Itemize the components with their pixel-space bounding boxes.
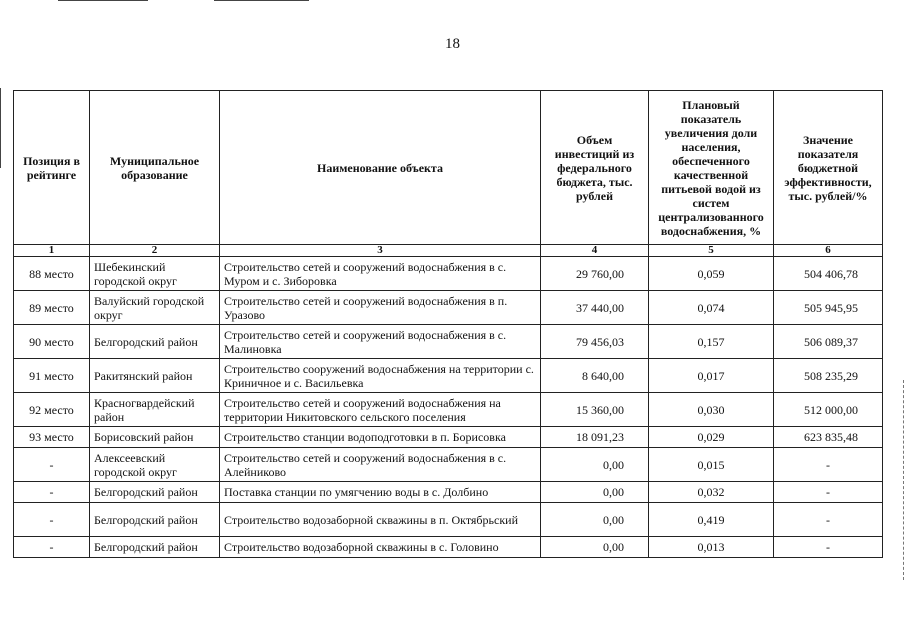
rating-table bbox=[13, 90, 883, 558]
cell-object: Строительство сетей и сооружений водоснабжения в с. Муром и с. Зиборовка bbox=[220, 257, 541, 291]
cell-position: 89 место bbox=[14, 291, 90, 325]
cell-efficiency: - bbox=[774, 482, 883, 503]
table-row bbox=[14, 359, 883, 393]
column-number: 3 bbox=[220, 245, 541, 257]
cell-investment: 15 360,00 bbox=[541, 393, 649, 427]
scan-edge-line bbox=[58, 0, 148, 1]
cell-municipality: Белгородский район bbox=[90, 482, 220, 503]
scan-edge-line bbox=[903, 380, 904, 580]
cell-indicator: 0,059 bbox=[649, 257, 774, 291]
cell-position: 91 место bbox=[14, 359, 90, 393]
cell-efficiency: - bbox=[774, 448, 883, 482]
cell-position: - bbox=[14, 503, 90, 537]
cell-efficiency: - bbox=[774, 503, 883, 537]
cell-municipality: Шебекинский городской округ bbox=[90, 257, 220, 291]
cell-investment: 8 640,00 bbox=[541, 359, 649, 393]
cell-position: - bbox=[14, 448, 90, 482]
cell-efficiency: 506 089,37 bbox=[774, 325, 883, 359]
cell-investment: 0,00 bbox=[541, 503, 649, 537]
column-header-investment: Объем инвестиций из федерального бюджета, тыс. рублей bbox=[541, 91, 649, 245]
cell-municipality: Валуйский городской округ bbox=[90, 291, 220, 325]
table-row bbox=[14, 503, 883, 537]
cell-investment: 0,00 bbox=[541, 448, 649, 482]
cell-indicator: 0,017 bbox=[649, 359, 774, 393]
column-header-object: Наименование объекта bbox=[220, 91, 541, 245]
cell-position: - bbox=[14, 482, 90, 503]
cell-municipality: Белгородский район bbox=[90, 503, 220, 537]
cell-object: Строительство водозаборной скважины в с. Головино bbox=[220, 537, 541, 558]
cell-investment: 0,00 bbox=[541, 537, 649, 558]
cell-object: Строительство сетей и сооружений водоснабжения на территории Никитовского сельского поселения bbox=[220, 393, 541, 427]
cell-object: Строительство станции водоподготовки в п. Борисовка bbox=[220, 427, 541, 448]
table-header-row bbox=[14, 91, 883, 245]
cell-indicator: 0,419 bbox=[649, 503, 774, 537]
cell-indicator: 0,157 bbox=[649, 325, 774, 359]
page-number: 18 bbox=[445, 36, 460, 52]
column-header-indicator: Плановый показатель увеличения доли населения, обеспеченного качественной питьевой водой из систем централизованного водоснабжения, % bbox=[649, 91, 774, 245]
cell-object: Поставка станции по умягчению воды в с. Долбино bbox=[220, 482, 541, 503]
column-number: 2 bbox=[90, 245, 220, 257]
column-number-row bbox=[14, 245, 883, 257]
cell-object: Строительство сетей и сооружений водоснабжения в с. Малиновка bbox=[220, 325, 541, 359]
cell-indicator: 0,074 bbox=[649, 291, 774, 325]
cell-position: 92 место bbox=[14, 393, 90, 427]
cell-object: Строительство водозаборной скважины в п. Октябрьский bbox=[220, 503, 541, 537]
cell-efficiency: 512 000,00 bbox=[774, 393, 883, 427]
cell-indicator: 0,029 bbox=[649, 427, 774, 448]
cell-indicator: 0,032 bbox=[649, 482, 774, 503]
cell-investment: 79 456,03 bbox=[541, 325, 649, 359]
cell-municipality: Алексеевский городской округ bbox=[90, 448, 220, 482]
table-row bbox=[14, 393, 883, 427]
scan-edge-line bbox=[214, 0, 309, 1]
column-number: 1 bbox=[14, 245, 90, 257]
cell-municipality: Белгородский район bbox=[90, 537, 220, 558]
cell-object: Строительство сооружений водоснабжения на территории с. Криничное и с. Васильевка bbox=[220, 359, 541, 393]
cell-indicator: 0,030 bbox=[649, 393, 774, 427]
column-header-efficiency: Значение показателя бюджетной эффективности, тыс. рублей/% bbox=[774, 91, 883, 245]
column-header-position: Позиция в рейтинге bbox=[14, 91, 90, 245]
cell-investment: 37 440,00 bbox=[541, 291, 649, 325]
cell-position: - bbox=[14, 537, 90, 558]
column-header-municipality: Муниципальное образование bbox=[90, 91, 220, 245]
table-row bbox=[14, 537, 883, 558]
column-number: 5 bbox=[649, 245, 774, 257]
cell-efficiency: 623 835,48 bbox=[774, 427, 883, 448]
cell-efficiency: 504 406,78 bbox=[774, 257, 883, 291]
table-row bbox=[14, 448, 883, 482]
cell-investment: 0,00 bbox=[541, 482, 649, 503]
cell-investment: 29 760,00 bbox=[541, 257, 649, 291]
cell-efficiency: 508 235,29 bbox=[774, 359, 883, 393]
cell-municipality: Борисовский район bbox=[90, 427, 220, 448]
cell-investment: 18 091,23 bbox=[541, 427, 649, 448]
cell-indicator: 0,013 bbox=[649, 537, 774, 558]
cell-position: 88 место bbox=[14, 257, 90, 291]
cell-municipality: Красногвардейский район bbox=[90, 393, 220, 427]
cell-municipality: Ракитянский район bbox=[90, 359, 220, 393]
cell-efficiency: 505 945,95 bbox=[774, 291, 883, 325]
cell-position: 90 место bbox=[14, 325, 90, 359]
column-number: 6 bbox=[774, 245, 883, 257]
cell-object: Строительство сетей и сооружений водоснабжения в п. Уразово bbox=[220, 291, 541, 325]
table-row bbox=[14, 291, 883, 325]
cell-object: Строительство сетей и сооружений водоснабжения в с. Алейниково bbox=[220, 448, 541, 482]
column-number: 4 bbox=[541, 245, 649, 257]
table-row bbox=[14, 427, 883, 448]
cell-indicator: 0,015 bbox=[649, 448, 774, 482]
table-row bbox=[14, 482, 883, 503]
scan-edge-line bbox=[0, 88, 1, 168]
table-row bbox=[14, 325, 883, 359]
table-row bbox=[14, 257, 883, 291]
cell-municipality: Белгородский район bbox=[90, 325, 220, 359]
cell-position: 93 место bbox=[14, 427, 90, 448]
cell-efficiency: - bbox=[774, 537, 883, 558]
